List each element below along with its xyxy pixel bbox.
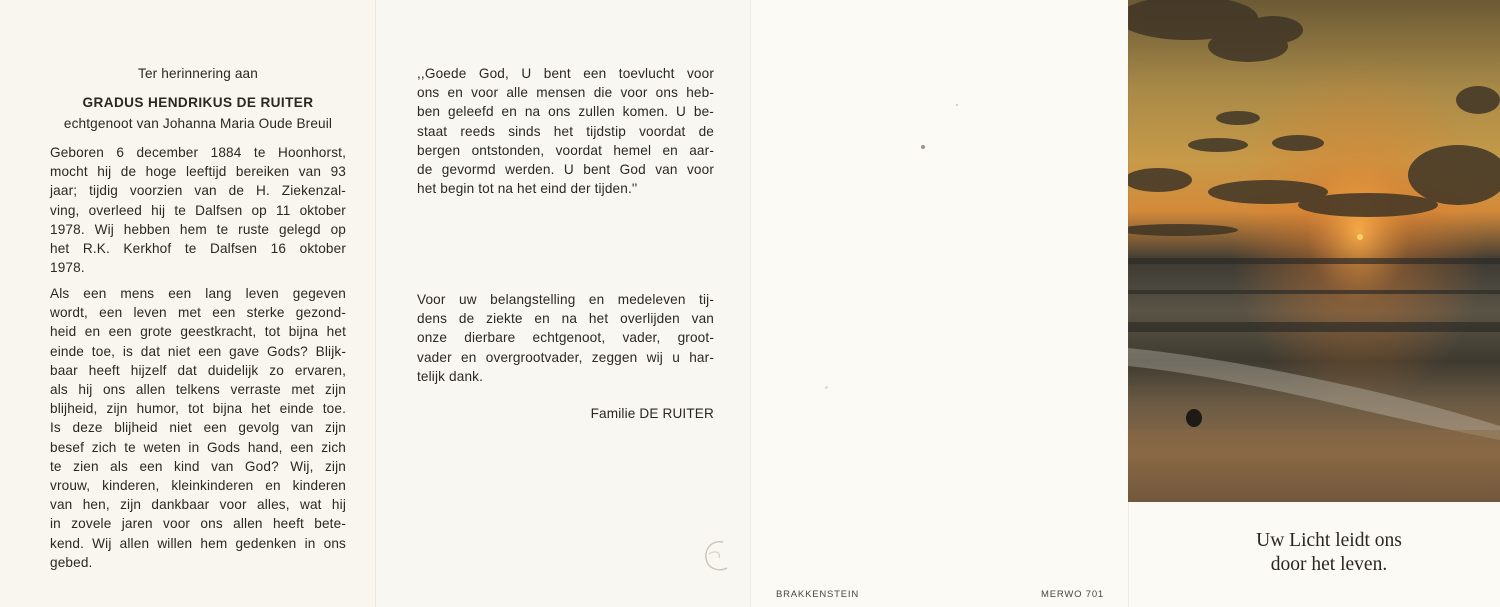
product-code: MERWO 701	[1041, 589, 1104, 600]
prayer-line: de gevormd werden. U bent God van voor	[417, 162, 714, 178]
biography-line: het R.K. Kerkhof te Dalfsen 16 oktober	[50, 241, 346, 257]
thanks-line: vader en overgrootvader, zeggen wij u har-	[417, 349, 714, 365]
thanks-line: dens de ziekte en na het overlijden van	[417, 311, 714, 327]
sunset-sea-photo	[1128, 0, 1500, 502]
reflection-line: van hen, zijn dankbaar voor alles, wat hij	[50, 497, 346, 513]
reflection-line: vrouw, kinderen, kleinkinderen en kinderen	[50, 478, 346, 494]
reflection-line: kend. Wij allen willen hem gedenken in ons	[50, 535, 346, 551]
reflection-line: besef zich te weten in Gods hand, een zich	[50, 439, 346, 455]
prayer-line: ben geleefd en na ons zullen komen. U be-	[417, 104, 714, 120]
fold-line	[1128, 0, 1129, 607]
paper-speck	[956, 104, 958, 106]
memorial-heading: Ter herinnering aan	[138, 66, 258, 81]
prayer-line: het begin tot na het eind der tijden.''	[417, 181, 638, 197]
fold-line	[750, 0, 751, 607]
biography-line: mocht hij de hoge leeftijd bereiken van 93	[50, 164, 346, 180]
verse-text	[1224, 529, 1434, 577]
printer-credit: BRAKKENSTEIN	[776, 589, 859, 600]
spouse-line: echtgenoot van Johanna Maria Oude Breuil	[63, 116, 333, 131]
card-panel-front	[1128, 0, 1500, 607]
biography-paragraph	[50, 143, 346, 277]
deceased-name: GRADUS HENDRIKUS DE RUITER	[82, 95, 314, 110]
reflection-line: wordt, een leven met een sterke gezond-	[50, 305, 346, 321]
prayer-line: bergen ontstonden, voordat hemel en aar-	[417, 142, 714, 158]
biography-line: jaar; tijdig voorzien van de H. Ziekenzal-	[50, 183, 346, 199]
pencil-mark-icon	[697, 536, 731, 576]
prayer-line: staat reeds sinds het tijdstip voordat de	[417, 123, 714, 139]
biography-line: Geboren 6 december 1884 te Hoonhorst,	[50, 145, 346, 160]
prayer-quote	[417, 64, 714, 198]
reflection-line: als hij ons allen telkens verraste met zijn	[50, 382, 346, 398]
biography-line: 1978.	[50, 260, 85, 276]
reflection-line: in zovele jaren voor ons allen heeft bete-	[50, 516, 346, 532]
reflection-line: blijheid, zijn humor, tot bijna het einde toe.	[50, 401, 346, 417]
reflection-line: gebed.	[50, 554, 93, 570]
card-panel-back	[750, 0, 1128, 607]
thanks-line: onze dierbare echtgenoot, vader, groot-	[417, 330, 714, 346]
reflection-line: baar heeft hijzelf dat duidelijk zo ervaren,	[50, 362, 346, 378]
paper-speck	[921, 145, 925, 149]
thanks-paragraph	[417, 290, 714, 386]
paper-speck	[825, 386, 828, 389]
reflection-line: heid en een grote geestkracht, tot bijna het	[50, 324, 346, 340]
reflection-paragraph	[50, 284, 346, 572]
card-panel-left	[0, 0, 375, 607]
prayer-line: ,,Goede God, U bent een toevlucht voor	[417, 66, 714, 81]
card-panel-middle	[375, 0, 750, 607]
prayer-line: ons en voor alle mensen die voor ons heb-	[417, 85, 714, 101]
family-signature: Familie DE RUITER	[590, 406, 714, 421]
reflection-line: einde toe, is dat niet een gave Gods? Blijk-	[50, 343, 346, 359]
verse-line: Uw Licht leidt ons	[1256, 530, 1402, 551]
biography-line: 1978. Wij hebben hem te ruste gelegd op	[50, 221, 346, 237]
thanks-line: Voor uw belangstelling en medeleven tij-	[417, 292, 714, 307]
reflection-line: Is deze blijheid niet een gevolg van zijn	[50, 420, 346, 436]
verse-line: door het leven.	[1270, 554, 1388, 575]
reflection-line: Als een mens een lang leven gegeven	[50, 286, 346, 301]
reflection-line: te zien als een kind van God? Wij, zijn	[50, 458, 346, 474]
biography-line: ving, overleed hij te Dalfsen op 11 oktober	[50, 202, 346, 218]
fold-line	[375, 0, 376, 607]
thanks-line: telijk dank.	[417, 368, 484, 384]
